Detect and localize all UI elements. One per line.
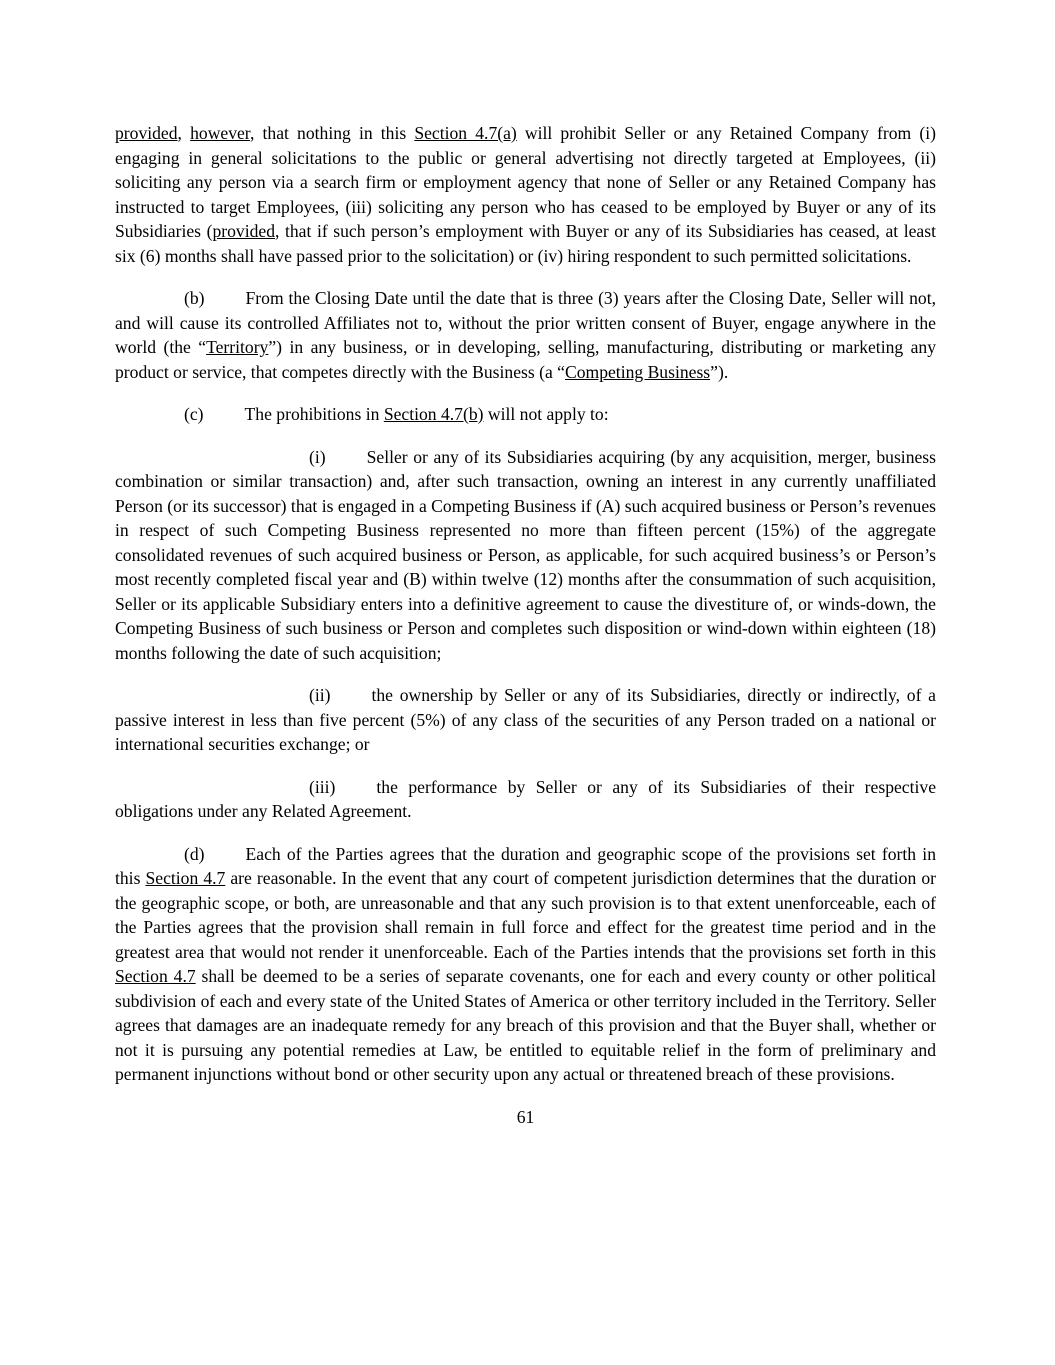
text-run: , <box>177 123 191 143</box>
text-run: (b) <box>184 288 205 308</box>
text-run: the performance by Seller or any of its Subsidiaries of their respective obligations under any Related Agreement. <box>115 776 936 821</box>
underlined-term: Territory <box>206 337 269 357</box>
text-run: the ownership by Seller or any of its Subsidiaries, directly or indirectly, of a passive interest in less than five percent (5%) of any class of the securities of any Person traded on a national or international securities exchange; or <box>115 685 936 754</box>
text-run: From the Closing Date until the date that is three (3) years after the Closing Date, Seller will not, and will cause its controlled Affiliates not to, without the prior written consent of Buyer, engage anywhere in the world (the “ <box>115 288 936 357</box>
text-run: , that nothing in this <box>249 123 415 143</box>
text-run: (i) <box>309 446 326 467</box>
underlined-term: Competing Business <box>564 361 711 382</box>
paragraph-c-iii <box>115 775 936 824</box>
text-run: Seller or any of its Subsidiaries acquiring (by any acquisition, merger, business combination or similar transaction) and, after such transaction, owning an interest in any currently unaffiliated Person (or its successor) that is engaged in a Competing Business if (A) such acquired business or Person’s revenues in respect of such Competing Business represented no more than fifteen percent (15%) of the aggregate consolidated revenues of such acquired business or Person, as applicable, for such acquired business’s or Person’s most recently completed fiscal year and (B) within twelve (12) months after the consummation of such acquisition, Seller or its applicable Subsidiary enters into a definitive agreement to cause the divestiture of, or winds-down, the Competing Business of such business or Person and completes such disposition or wind-down within eighteen (18) months following the date of such acquisition; <box>115 446 936 663</box>
page-number: 61 <box>516 1106 535 1127</box>
text-run: (iii) <box>309 776 336 797</box>
underlined-term: Section 4.7(a) <box>414 123 517 143</box>
text-run: ”) in any business, or in developing, selling, manufacturing, distributing or marketing any product or service, that competes directly with the Business (a “ <box>115 337 937 382</box>
text-run: are reasonable. In the event that any court of competent jurisdiction determines that the duration or the geographic scope, or both, are unreasonable and that any such provision is to that extent unenforceable, each of the Parties agrees that the provision shall remain in full force and effect for the greatest time period and in the greatest area that would not render it unenforceable. Each of the Parties intends that the provisions set forth in this <box>115 868 936 962</box>
underlined-term: provided <box>212 221 275 241</box>
paragraph-c <box>115 402 936 427</box>
paragraph-c-i <box>115 445 936 666</box>
paragraph-c-ii <box>115 683 936 757</box>
paragraph-b <box>115 286 936 384</box>
text-run: ”). <box>710 361 729 382</box>
text-run: Each of the Parties agrees that the duration and geographic scope of the provisions set forth in this <box>115 843 936 888</box>
underlined-term: provided <box>115 123 178 143</box>
text-run: (c) <box>184 404 204 424</box>
text-run: , that if such person’s employment with Buyer or any of its Subsidiaries has ceased, at least six (6) months shall have passed prior to the solicitation) or (iv) hiring respondent to such permitted solicitations. <box>115 221 936 266</box>
underlined-term: however <box>190 123 250 143</box>
text-run: (ii) <box>309 685 331 705</box>
text-run: shall be deemed to be a series of separate covenants, one for each and every county or other political subdivision of each and every state of the United States of America or other territory included in the Territory. Seller agrees that damages are an inadequate remedy for any breach of this provision and that the Buyer shall, whether or not it is pursuing any potential remedies at Law, be entitled to equitable relief in the form of preliminary and permanent injunctions without bond or other security upon any actual or threatened breach of these provisions. <box>115 966 936 1084</box>
text-run: will prohibit Seller or any Retained Company from (i) engaging in general solicitations to the public or general advertising not directly targeted at Employees, (ii) soliciting any person via a search firm or employment agency that none of Seller or any Retained Company has instructed to target Employees, (iii) soliciting any person who has ceased to be employed by Buyer or any of its Subsidiaries ( <box>115 123 936 241</box>
text-run: The prohibitions in <box>244 404 384 424</box>
underlined-term: Section 4.7 <box>115 966 196 986</box>
underlined-term: Section 4.7 <box>145 868 226 888</box>
underlined-term: Section 4.7(b) <box>383 404 484 424</box>
document-body <box>115 121 936 1129</box>
text-run: will not apply to: <box>483 404 609 424</box>
paragraph-continuation-4-7a <box>115 121 936 268</box>
paragraph-d <box>115 842 936 1087</box>
text-run: (d) <box>184 843 205 864</box>
